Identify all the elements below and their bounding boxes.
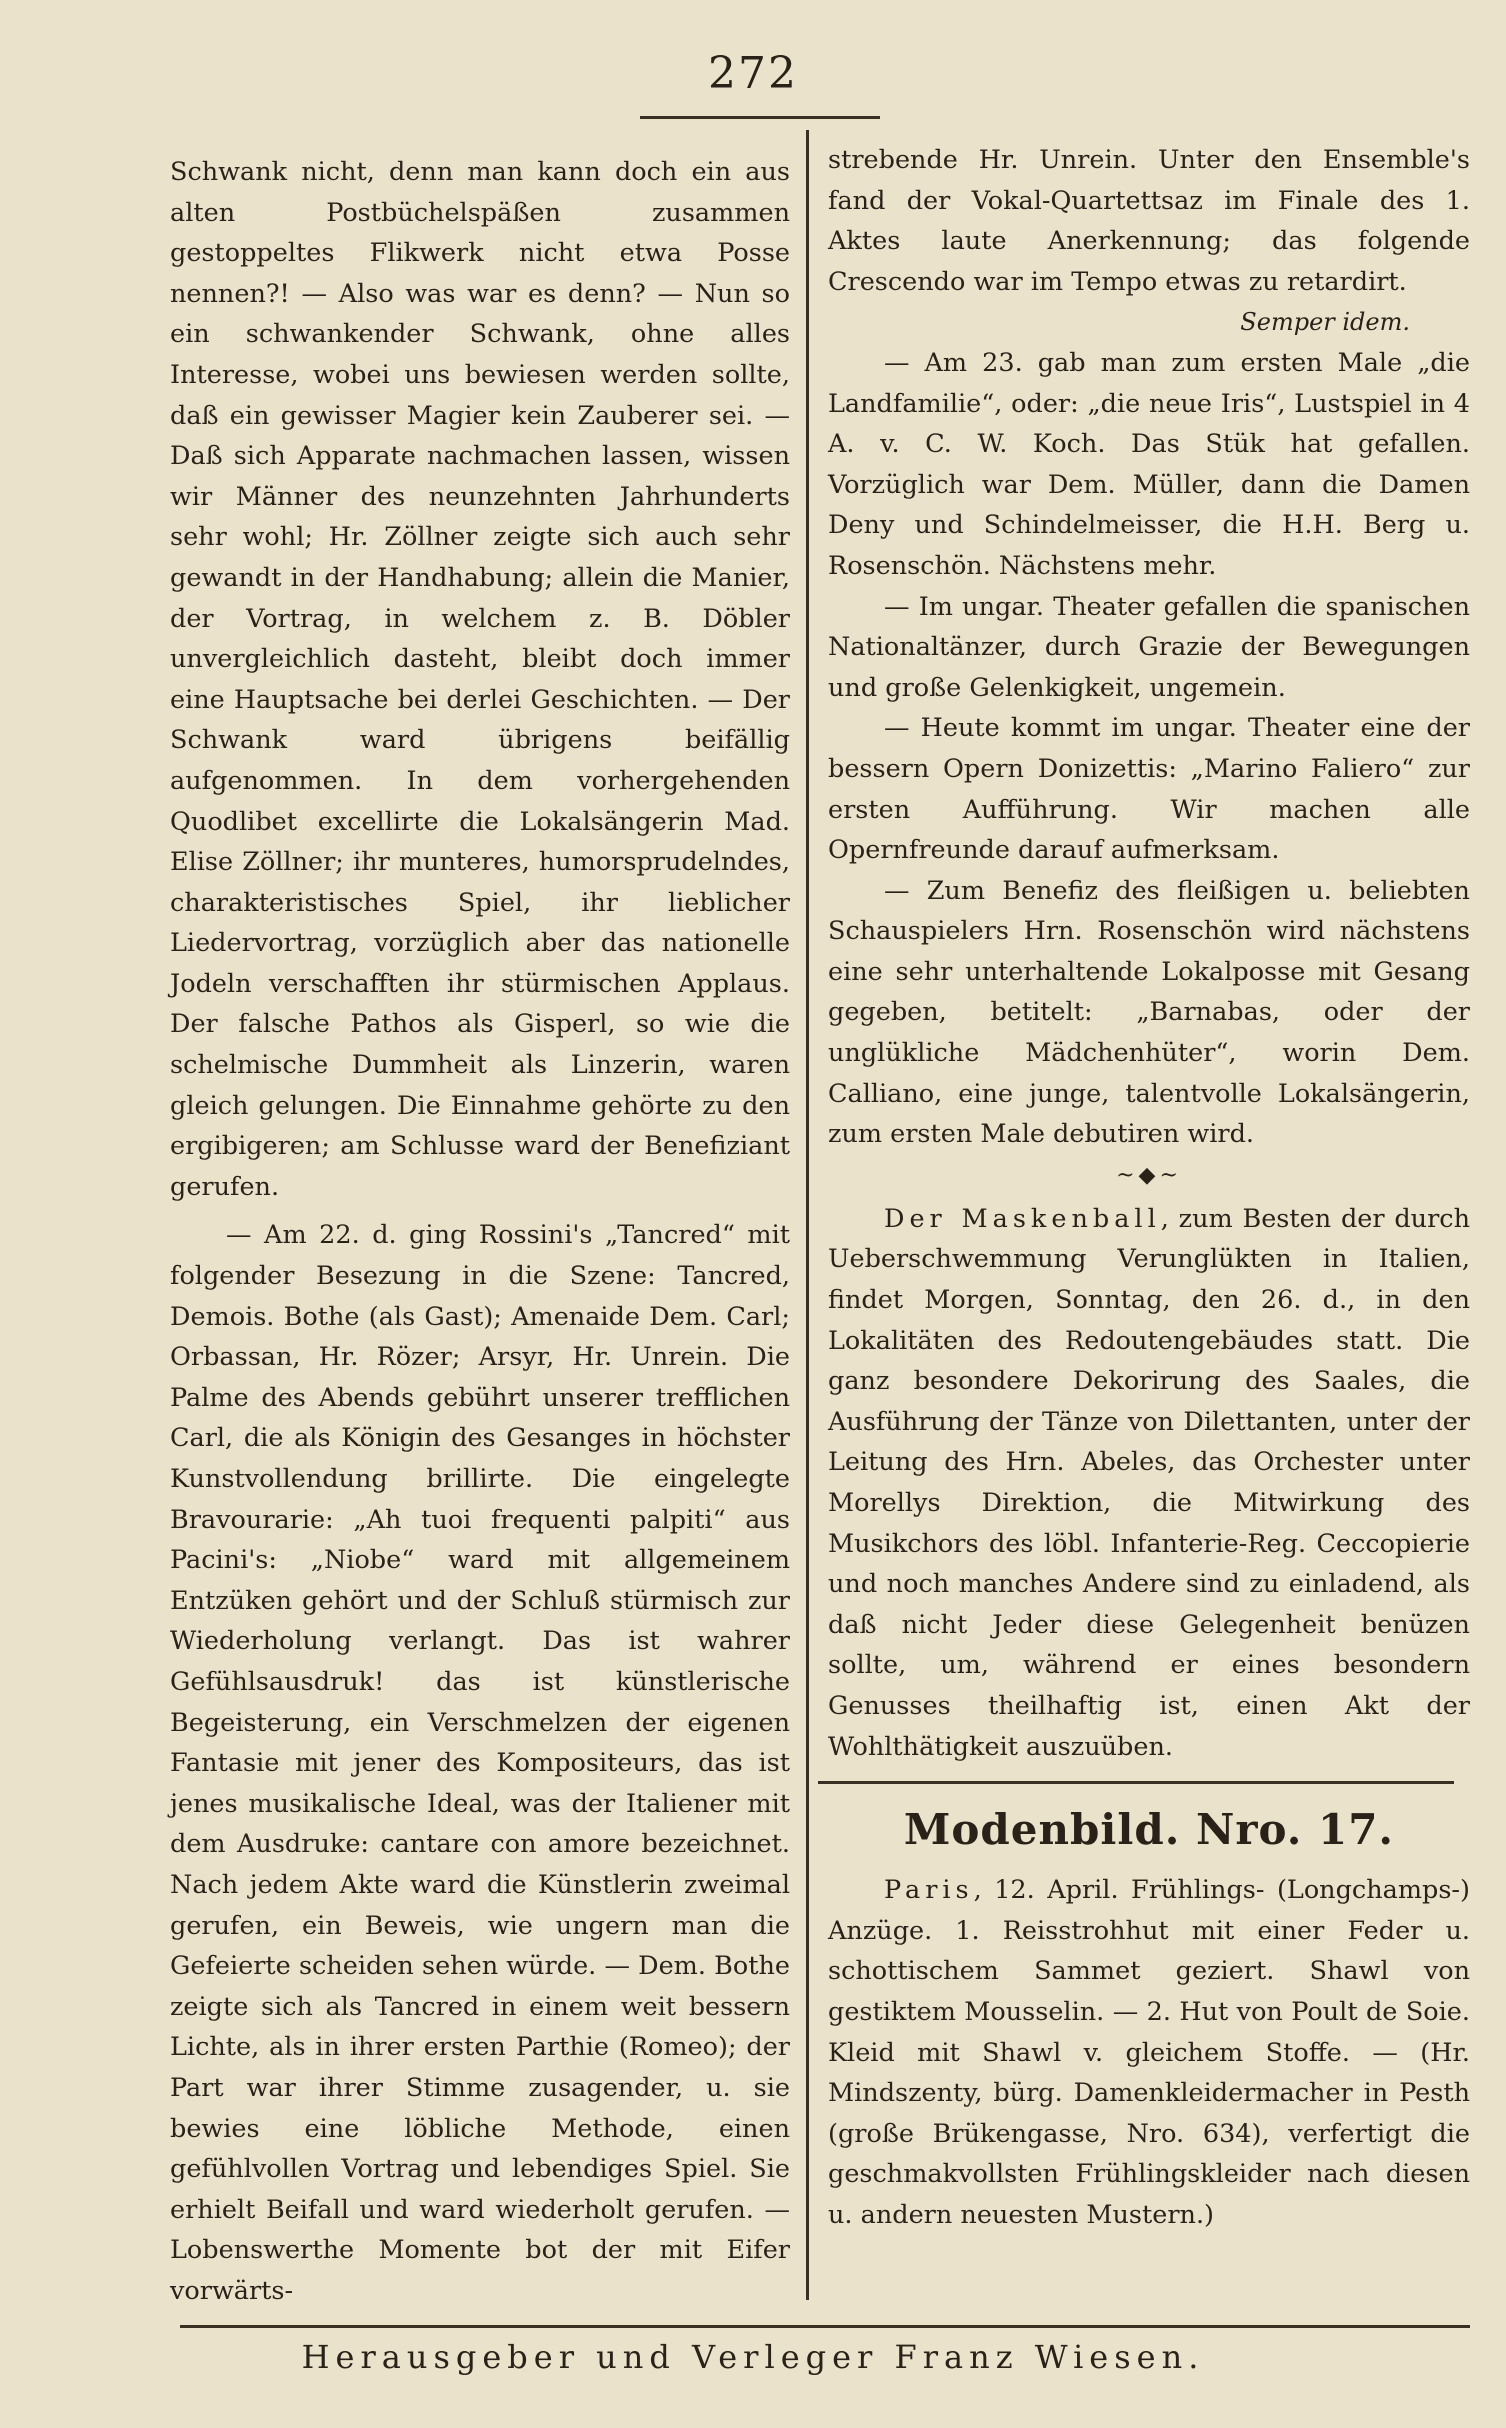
fashion-text: , 12. April. Frühlings- (Longchamps-) Anzüge. 1. Reisstrohhut mit einer Feder u. schottischem Sammet geziert. Shawl von gestiktem Mousselin. — 2. Hut von Poult de Soie. Kleid mit Shawl v. gleichem Stoffe. — (Hr. Mindszenty, bürg. Damenkleidermacher in Pesth (große Brükengasse, Nro. 634), verfertigt die geschmakvollsten Frühlingskleider nach diesen u. andern neuesten Mustern.) [828,1875,1470,2230]
right-paragraph-5: — Zum Benefiz des fleißigen u. beliebten Schauspielers Hrn. Rosenschön wird nächstens eine sehr unterhaltende Lokalposse mit Gesang gegeben, betitelt: „Barnabas, oder der unglükliche Mädchenhüter“, worin Dem. Calliano, eine junge, talentvolle Lokalsängerin, zum ersten Male debutiren wird. [828,875,1470,1150]
right-paragraph-1: strebende Hr. Unrein. Unter den Ensemble's fand der Vokal-Quartettsaz im Finale des 1. Aktes laute Anerkennung; das folgende Crescendo war im Tempo etwas zu retardirt. [828,145,1470,297]
left-paragraph-1: Schwank nicht, denn man kann doch ein aus alten Postbüchelspäßen zusammen gestoppeltes Flikwerk nicht etwa Posse nennen?! — Also was war es denn? — Nun so ein schwankender Schwank, ohne alles Interesse, wobei uns bewiesen werden sollte, daß ein gewisser Magier kein Zauberer sei. — Daß sich Apparate nachmachen lassen, wissen wir Männer des neunzehnten Jahrhunderts sehr wohl; Hr. Zöllner zeigte sich auch sehr gewandt in der Handhabung; allein die Manier, der Vortrag, in welchem z. B. Döbler unvergleichlich dasteht, bleibt doch immer eine Hauptsache bei derlei Geschichten. — Der Schwank ward übrigens beifällig aufgenommen. In dem vorhergehenden Quodlibet excellirte die Lokalsängerin Mad. Elise Zöllner; ihr munteres, humorsprudelndes, charakteristisches Spiel, ihr lieblicher Liedervortrag, vorzüglich aber das nationelle Jodeln verschafften ihr stürmischen Applaus. Der falsche Pathos als Gisperl, so wie die schelmische Dummheit als Linzerin, waren gleich gelungen. Die Einnahme gehörte zu den ergibigeren; am Schlusse ward der Benefiziant gerufen. [170,157,790,1202]
fashion-title: Modenbild. Nro. 17. [903,1805,1395,1855]
fashion-city: Paris [884,1875,974,1906]
left-paragraph-2: — Am 22. d. ging Rossini's „Tancred“ mit folgender Besezung in die Szene: Tancred, Demois. Bothe (als Gast); Amenaide Dem. Carl; Orbassan, Hr. Rözer; Arsyr, Hr. Unrein. Die Palme des Abends gebührt unserer trefflichen Carl, die als Königin des Gesanges in höchster Kunstvollendung brillirte. Die eingelegte Bravourarie: „Ah tuoi frequenti palpiti“ aus Pacini's: „Niobe“ ward mit allgemeinem Entzüken gehört und der Schluß stürmisch zur Wiederholung verlangt. Das ist wahrer Gefühlsausdruk! das ist künstlerische Begeisterung, ein Verschmelzen der eigenen Fantasie mit jener des Kompositeurs, das ist jenes musikalische Ideal, was der Italiener mit dem Ausdruke: cantare con amore bezeichnet. Nach jedem Akte ward die Künstlerin zweimal gerufen, ein Beweis, wie ungern man die Gefeierte scheiden sehen würde. — Dem. Bothe zeigte sich als Tancred in einem weit bessern Lichte, als in ihrer ersten Parthie (Romeo); der Part war ihrer Stimme zusagender, u. sie bewies eine löbliche Methode, einen gefühlvollen Vortrag und lebendiges Spiel. Sie erhielt Beifall und ward wiederholt gerufen. — Lobenswerthe Momente bot der mit Eifer vorwärts- [170,1220,790,2306]
column-divider [806,130,809,2300]
right-paragraph-2: — Am 23. gab man zum ersten Male „die Landfamilie“, oder: „die neue Iris“, Lustspiel in 4 A. v. C. W. Koch. Das Stük hat gefallen. Vorzüglich war Dem. Müller, dann die Damen Deny und Schindelmeisser, die H.H. Berg u. Rosenschön. Nächstens mehr. [828,347,1470,581]
right-paragraph-4: — Heute kommt im ungar. Theater eine der bessern Opern Donizettis: „Marino Faliero“ zur ersten Aufführung. Wir machen alle Opernfreunde darauf aufmerksam. [828,713,1470,866]
ornament-divider: ~◆~ [1116,1162,1182,1188]
fashion-paragraph [828,1870,1470,2235]
right-paragraph-3: — Im ungar. Theater gefallen die spanischen Nationaltänzer, durch Grazie der Bewegungen und große Gelenkigkeit, ungemein. [828,591,1470,703]
right-column [828,140,1470,2236]
right-paragraph-6 [828,1199,1470,1767]
footer-rule [180,2325,1470,2328]
section-rule [818,1781,1454,1784]
masked-ball-text: , zum Besten der durch Ueberschwemmung Verunglükten in Italien, findet Morgen, Sonntag, den 26. d., in den Lokalitäten des Redoutengebäudes statt. Die ganz besondere Dekorirung des Saales, die Ausführung der Tänze von Dilettanten, unter der Leitung des Hrn. Abeles, das Orchester unter Morellys Direktion, die Mitwirkung des Musikchors des löbl. Infanterie-Reg. Ceccopierie und noch manches Andere sind zu einladend, als daß nicht Jeder diese Gelegenheit benüzen sollte, um, während er eines besondern Genusses theilhaftig ist, einen Akt der Wohlthätigkeit auszuüben. [828,1203,1470,1762]
masked-ball-lead: Der Maskenball [884,1203,1161,1234]
left-column [170,152,790,2311]
page-number: 272 [708,48,798,99]
footer-imprint: Herausgeber und Verleger Franz Wiesen. [301,2338,1205,2376]
header-rule [640,116,880,119]
signature: Semper idem. [1240,308,1410,337]
